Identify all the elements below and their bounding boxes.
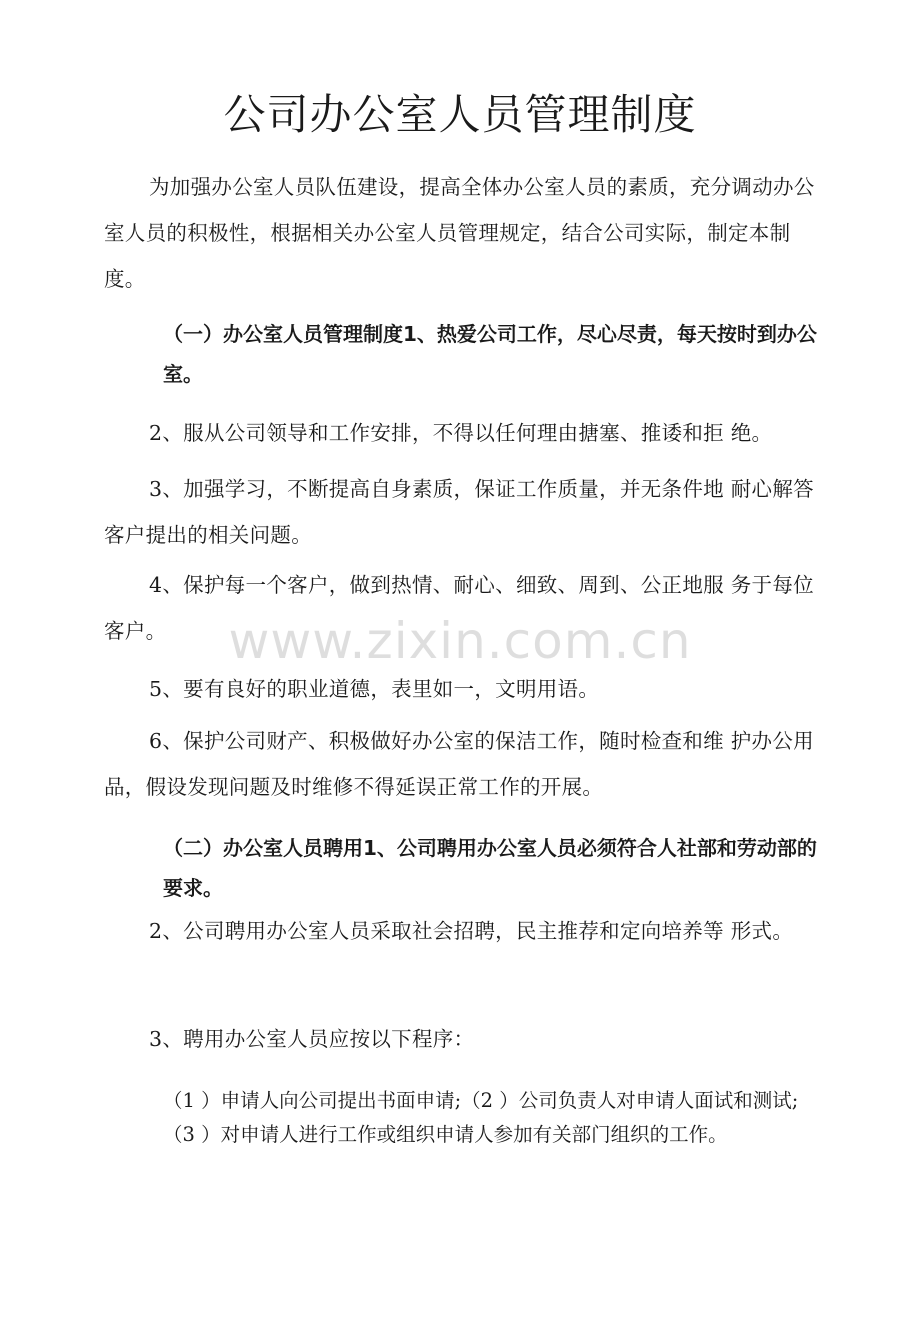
section-1-item-6: 6、保护公司财产、积极做好办公室的保洁工作，随时检查和维 护办公用品，假设发现问题及时维修不得延误正常工作的开展。: [104, 729, 814, 799]
intro-paragraph: 为加强办公室人员队伍建设，提高全体办公室人员的素质，充分调动办公室人员的积极性，根据相关办公室人员管理规定，结合公司实际，制定本制度。: [104, 175, 815, 291]
section-1-item-3: 3、加强学习，不断提高自身素质，保证工作质量，并无条件地 耐心解答客户提出的相关问题。: [104, 477, 814, 547]
section-1-item-5: 5、要有良好的职业道德，表里如一，文明用语。: [149, 677, 600, 701]
section-2-heading: （二）办公室人员聘用1、公司聘用办公室人员必须符合人社部和劳动部的要求。: [163, 836, 817, 900]
section-1-item-4: 4、保护每一个客户，做到热情、耐心、细致、周到、公正地服 务于每位客户。: [104, 573, 814, 643]
section-2-item-3: 3、聘用办公室人员应按以下程序：: [149, 1027, 475, 1051]
watermark-text: www.zixin.com.cn: [228, 612, 692, 670]
section-2-procedure: （1 ）申请人向公司提出书面申请;（2 ）公司负责人对申请人面试和测试;（3 ）对申请人进行工作或组织申请人参加有关部门组织的工作。: [163, 1089, 799, 1146]
section-1-item-2: 2、服从公司领导和工作安排，不得以任何理由搪塞、推诿和拒 绝。: [149, 421, 773, 445]
section-1-heading: （一）办公室人员管理制度1、热爱公司工作，尽心尽责，每天按时到办公室。: [163, 322, 817, 386]
document-title: 公司办公室人员管理制度: [223, 90, 697, 139]
section-2-item-2: 2、公司聘用办公室人员采取社会招聘，民主推荐和定向培养等 形式。: [149, 919, 794, 943]
